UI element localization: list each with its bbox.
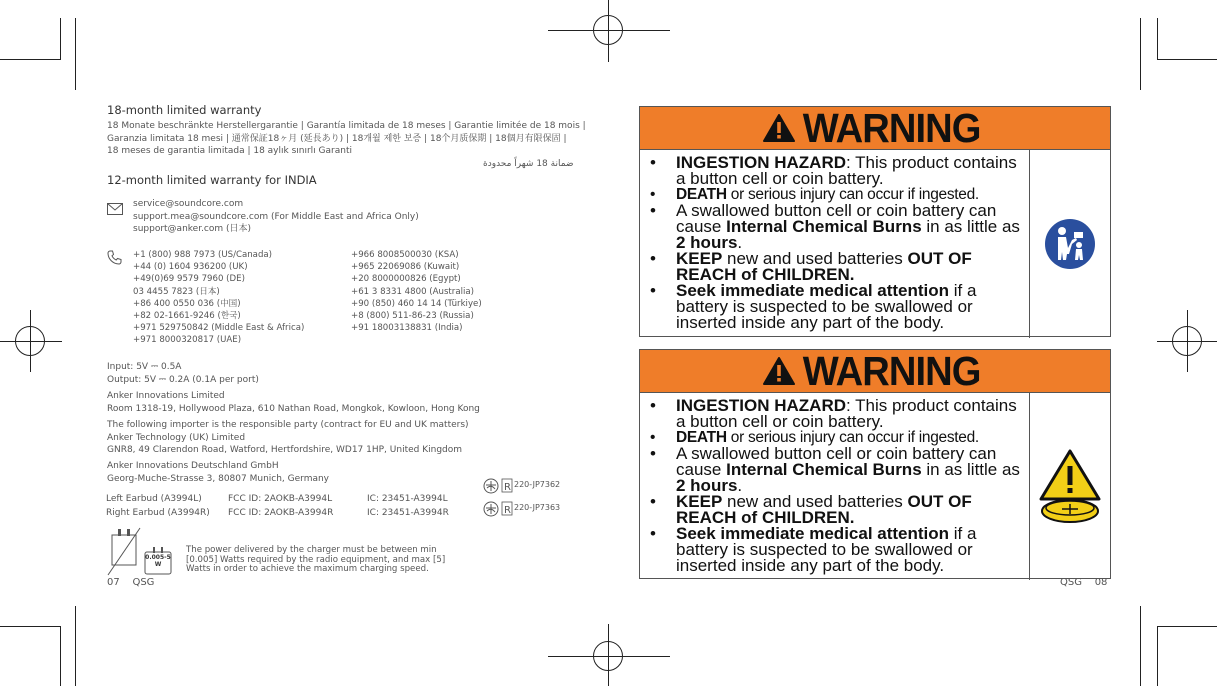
charger-note-line: Watts in order to achieve the maximum charging speed.	[186, 564, 429, 574]
warning-triangle-icon	[762, 113, 796, 143]
anker-hk	[107, 390, 480, 415]
email-link[interactable]: service@soundcore.com	[133, 199, 244, 209]
warning-panel	[639, 349, 1111, 579]
india-warranty-title: 12-month limited warranty for INDIA	[107, 173, 317, 187]
phone-number: +1 (800) 988 7973 (US/Canada)	[133, 250, 273, 260]
charger-note-line: [0.005] Watts required by the radio equipment, and max [5]	[186, 554, 446, 565]
phone-number: +44 (0) 1604 936200 (UK)	[133, 262, 248, 273]
warning-item: • KEEP new and used batteries OUT OF REACH of CHILDREN.	[650, 251, 1029, 283]
page-footer-right	[1060, 577, 1107, 588]
phone-number: +49(0)69 9579 7960 (DE)	[133, 274, 245, 285]
ic-id: IC: 23451-A3994L	[367, 494, 448, 504]
jp-cert-number: 220-JP7362	[514, 480, 561, 489]
ic-id: IC: 23451-A3994R	[367, 508, 449, 518]
phone-number: +82 02-1661-9246 (한국)	[133, 311, 241, 322]
jp-cert-number: 220-JP7363	[514, 503, 561, 512]
warranty-line: Garanzia limitata 18 mesi | 通常保証18ヶ月 (延長あり) | 18개월 제한 보증 | 18个月质保期 | 18個月有限保固 |	[107, 133, 567, 144]
anker-uk	[107, 419, 469, 457]
phone-icon	[107, 250, 122, 265]
registration-mark	[593, 641, 623, 671]
crop-mark	[60, 18, 61, 60]
crop-mark	[1157, 626, 1217, 627]
charger-note	[186, 546, 445, 575]
warning-item: • A swallowed button cell or coin battery can cause Internal Chemical Burns in as little as 2 hours.	[650, 203, 1029, 251]
phone-list-left	[133, 249, 304, 347]
phone-number: 03 4455 7823 (日本)	[133, 286, 220, 297]
battery-hazard-icon	[1039, 449, 1101, 525]
crop-mark	[1140, 606, 1141, 686]
keep-away-from-children-icon	[1044, 218, 1096, 270]
phone-number: +61 3 8331 4800 (Australia)	[351, 286, 474, 297]
phone-number: +966 8008500030 (KSA)	[351, 250, 459, 260]
crop-mark	[0, 626, 60, 627]
warning-body	[640, 393, 1110, 580]
warning-pictogram	[1030, 393, 1110, 580]
warning-header	[640, 347, 1110, 394]
phone-list-right	[351, 249, 482, 334]
warning-body	[640, 150, 1110, 338]
power-ratings	[107, 361, 259, 386]
crop-mark	[1157, 59, 1217, 60]
no-charger-included-icon	[107, 527, 141, 577]
charger-note-line: The power delivered by the charger must be between min	[186, 545, 437, 555]
crop-mark	[75, 606, 76, 686]
company-name: Anker Technology (UK) Limited	[107, 432, 246, 443]
earbud-name: Left Earbud (A3994L)	[106, 494, 202, 504]
warning-item: • INGESTION HAZARD: This product contains a button cell or coin battery.	[650, 398, 1029, 430]
warning-word: WARNING	[803, 104, 981, 151]
warning-item: • Seek immediate medical attention if a battery is suspected to be swallowed or inserted inside any part of the body.	[650, 526, 1029, 574]
warning-header	[640, 104, 1110, 151]
page-number: 08	[1094, 577, 1108, 588]
registration-mark	[15, 326, 45, 356]
crop-mark	[0, 59, 60, 60]
company-address: Room 1318-19, Hollywood Plaza, 610 Nathan Road, Mongkok, Kowloon, Hong Kong	[107, 403, 480, 414]
giteki-mark-icon	[482, 501, 514, 517]
warning-triangle-icon	[762, 356, 796, 386]
email-list	[133, 198, 419, 236]
warning-pictogram	[1030, 150, 1110, 338]
warning-item: • DEATH or serious injury can occur if ingested.	[650, 430, 1029, 446]
output-rating: Output: 5V ⎓ 0.2A (0.1A per port)	[107, 374, 259, 385]
phone-number: +971 529750842 (Middle East & Africa)	[133, 323, 305, 334]
input-rating: Input: 5V ⎓ 0.5A	[107, 362, 182, 372]
registration-mark	[1172, 326, 1202, 356]
crop-mark	[75, 18, 76, 90]
warning-text	[640, 150, 1030, 338]
warranty-line: 18 Monate beschränkte Herstellergarantie | Garantía limitada de 18 meses | Garantie limitée de 18 mois |	[107, 121, 586, 131]
crop-mark	[60, 626, 61, 686]
email-link[interactable]: support.mea@soundcore.com (For Middle East and Africa Only)	[133, 211, 419, 222]
company-address: GNR8, 49 Clarendon Road, Watford, Hertfordshire, WD17 1HP, United Kingdom	[107, 445, 463, 455]
email-link[interactable]: support@anker.com (日本)	[133, 224, 252, 234]
earbud-name: Right Earbud (A3994R)	[106, 508, 210, 518]
phone-number: +971 8000320817 (UAE)	[133, 335, 242, 346]
warning-item: • Seek immediate medical attention if a battery is suspected to be swallowed or inserted inside any part of the body.	[650, 283, 1029, 331]
crop-mark	[1157, 18, 1158, 60]
phone-number: +8 (800) 511-86-23 (Russia)	[351, 311, 474, 322]
warning-text	[640, 393, 1030, 580]
company-address: Georg-Muche-Strasse 3, 80807 Munich, Germany	[107, 473, 330, 484]
giteki-mark-icon	[482, 478, 514, 494]
page-label: QSG	[1060, 577, 1082, 588]
phone-number: +86 400 0550 036 (中国)	[133, 298, 241, 309]
phone-number: +90 (850) 460 14 14 (Türkiye)	[351, 298, 482, 309]
page-number: 07	[107, 577, 120, 588]
warranty-arabic: ضمانة 18 شهراً محدودة	[483, 159, 574, 169]
phone-number: +91 18003138831 (India)	[351, 323, 463, 334]
warranty-title: 18-month limited warranty	[107, 103, 262, 117]
svg-text:R: R	[504, 505, 511, 516]
registration-mark	[593, 15, 623, 45]
warning-item: • A swallowed button cell or coin battery can cause Internal Chemical Burns in as little as 2 hours.	[650, 446, 1029, 494]
svg-text:R: R	[504, 482, 511, 493]
page-footer-left	[107, 577, 154, 588]
warranty-languages	[107, 120, 587, 158]
warning-item: • DEATH or serious injury can occur if ingested.	[650, 187, 1029, 203]
company-name: Anker Innovations Limited	[107, 391, 225, 401]
company-name: Anker Innovations Deutschland GmbH	[107, 461, 279, 471]
warning-word: WARNING	[803, 347, 981, 394]
warning-item: • KEEP new and used batteries OUT OF REACH of CHILDREN.	[650, 494, 1029, 526]
crop-mark	[1140, 18, 1141, 90]
page-label: QSG	[132, 577, 155, 588]
phone-number: +20 8000000826 (Egypt)	[351, 274, 461, 285]
importer-note: The following importer is the responsible party (contract for EU and UK matters)	[107, 420, 469, 430]
charger-power-label: 0.005-5 W	[145, 554, 171, 568]
warranty-line: 18 meses de garantia limitada | 18 aylık sınırlı Garanti	[107, 146, 352, 156]
warning-panel	[639, 106, 1111, 337]
fcc-id: FCC ID: 2AOKB-A3994L	[228, 494, 333, 504]
anker-de	[107, 460, 329, 485]
phone-number: +965 22069086 (Kuwait)	[351, 262, 460, 273]
mail-icon	[107, 203, 123, 215]
fcc-id: FCC ID: 2AOKB-A3994R	[228, 508, 334, 518]
crop-mark	[1157, 626, 1158, 686]
warning-item: • INGESTION HAZARD: This product contains a button cell or coin battery.	[650, 155, 1029, 187]
